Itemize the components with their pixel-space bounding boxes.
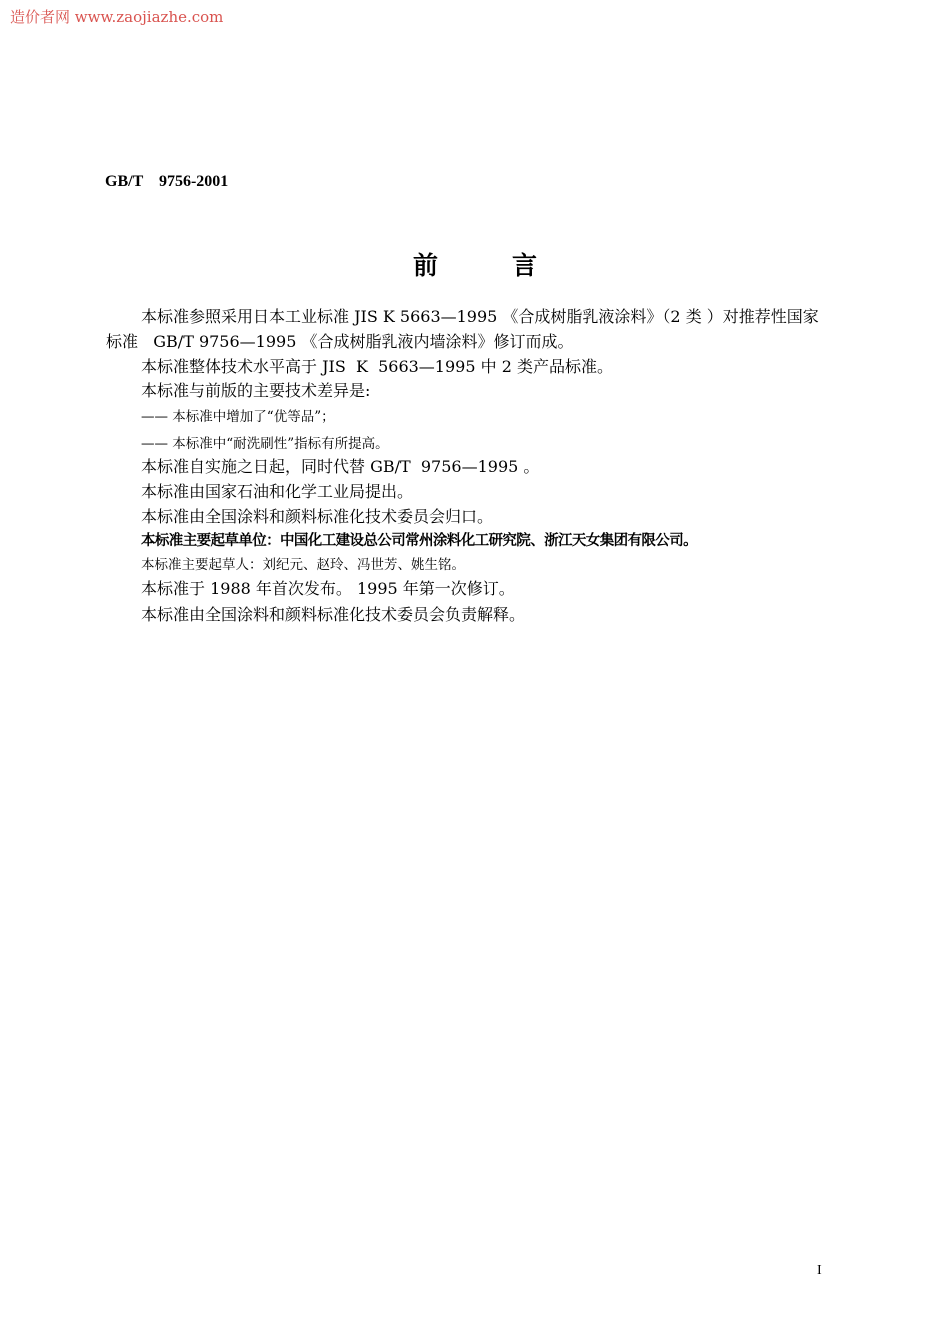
list-item: —— 本标准中“耐洗刷性”指标有所提高。: [141, 436, 389, 452]
paragraph-5: 本标准由国家石油和化学工业局提出。: [141, 482, 414, 501]
drafters: 本标准主要起草人：刘纪元、赵玲、冯世芳、姚生铭。: [141, 557, 465, 573]
paragraph-4: 本标准自实施之日起，同时代替 GB/T 9756—1995 。: [141, 457, 540, 476]
page-title: 前言: [412, 251, 611, 280]
foreword-body: [106, 306, 846, 626]
page-number: I: [817, 1263, 822, 1278]
paragraph-1: 本标准参照采用日本工业标准 JIS K 5663—1995 《合成树脂乳液涂料》（2 类 ）对推荐性国家: [141, 307, 819, 326]
paragraph-1-continued: 标准 GB/T 9756—1995 《合成树脂乳液内墙涂料》修订而成。: [106, 332, 574, 351]
drafting-units: 本标准主要起草单位：中国化工建设总公司常州涂料化工研究院、浙江天女集团有限公司。: [141, 533, 697, 549]
paragraph-3: 本标准与前版的主要技术差异是:: [141, 381, 371, 400]
watermark-text: 造价者网 www.zaojiazhe.com: [10, 8, 224, 26]
list-item: —— 本标准中增加了“优等品”；: [141, 409, 335, 425]
paragraph-2: 本标准整体技术水平高于 JIS K 5663—1995 中 2 类产品标准。: [141, 357, 613, 376]
publication-history: 本标准于 1988 年首次发布。 1995 年第一次修订。: [141, 579, 515, 598]
standard-code: GB/T 9756-2001: [105, 173, 229, 190]
interpretation-note: 本标准由全国涂料和颜料标准化技术委员会负责解释。: [141, 605, 526, 624]
paragraph-6: 本标准由全国涂料和颜料标准化技术委员会归口。: [141, 507, 494, 526]
